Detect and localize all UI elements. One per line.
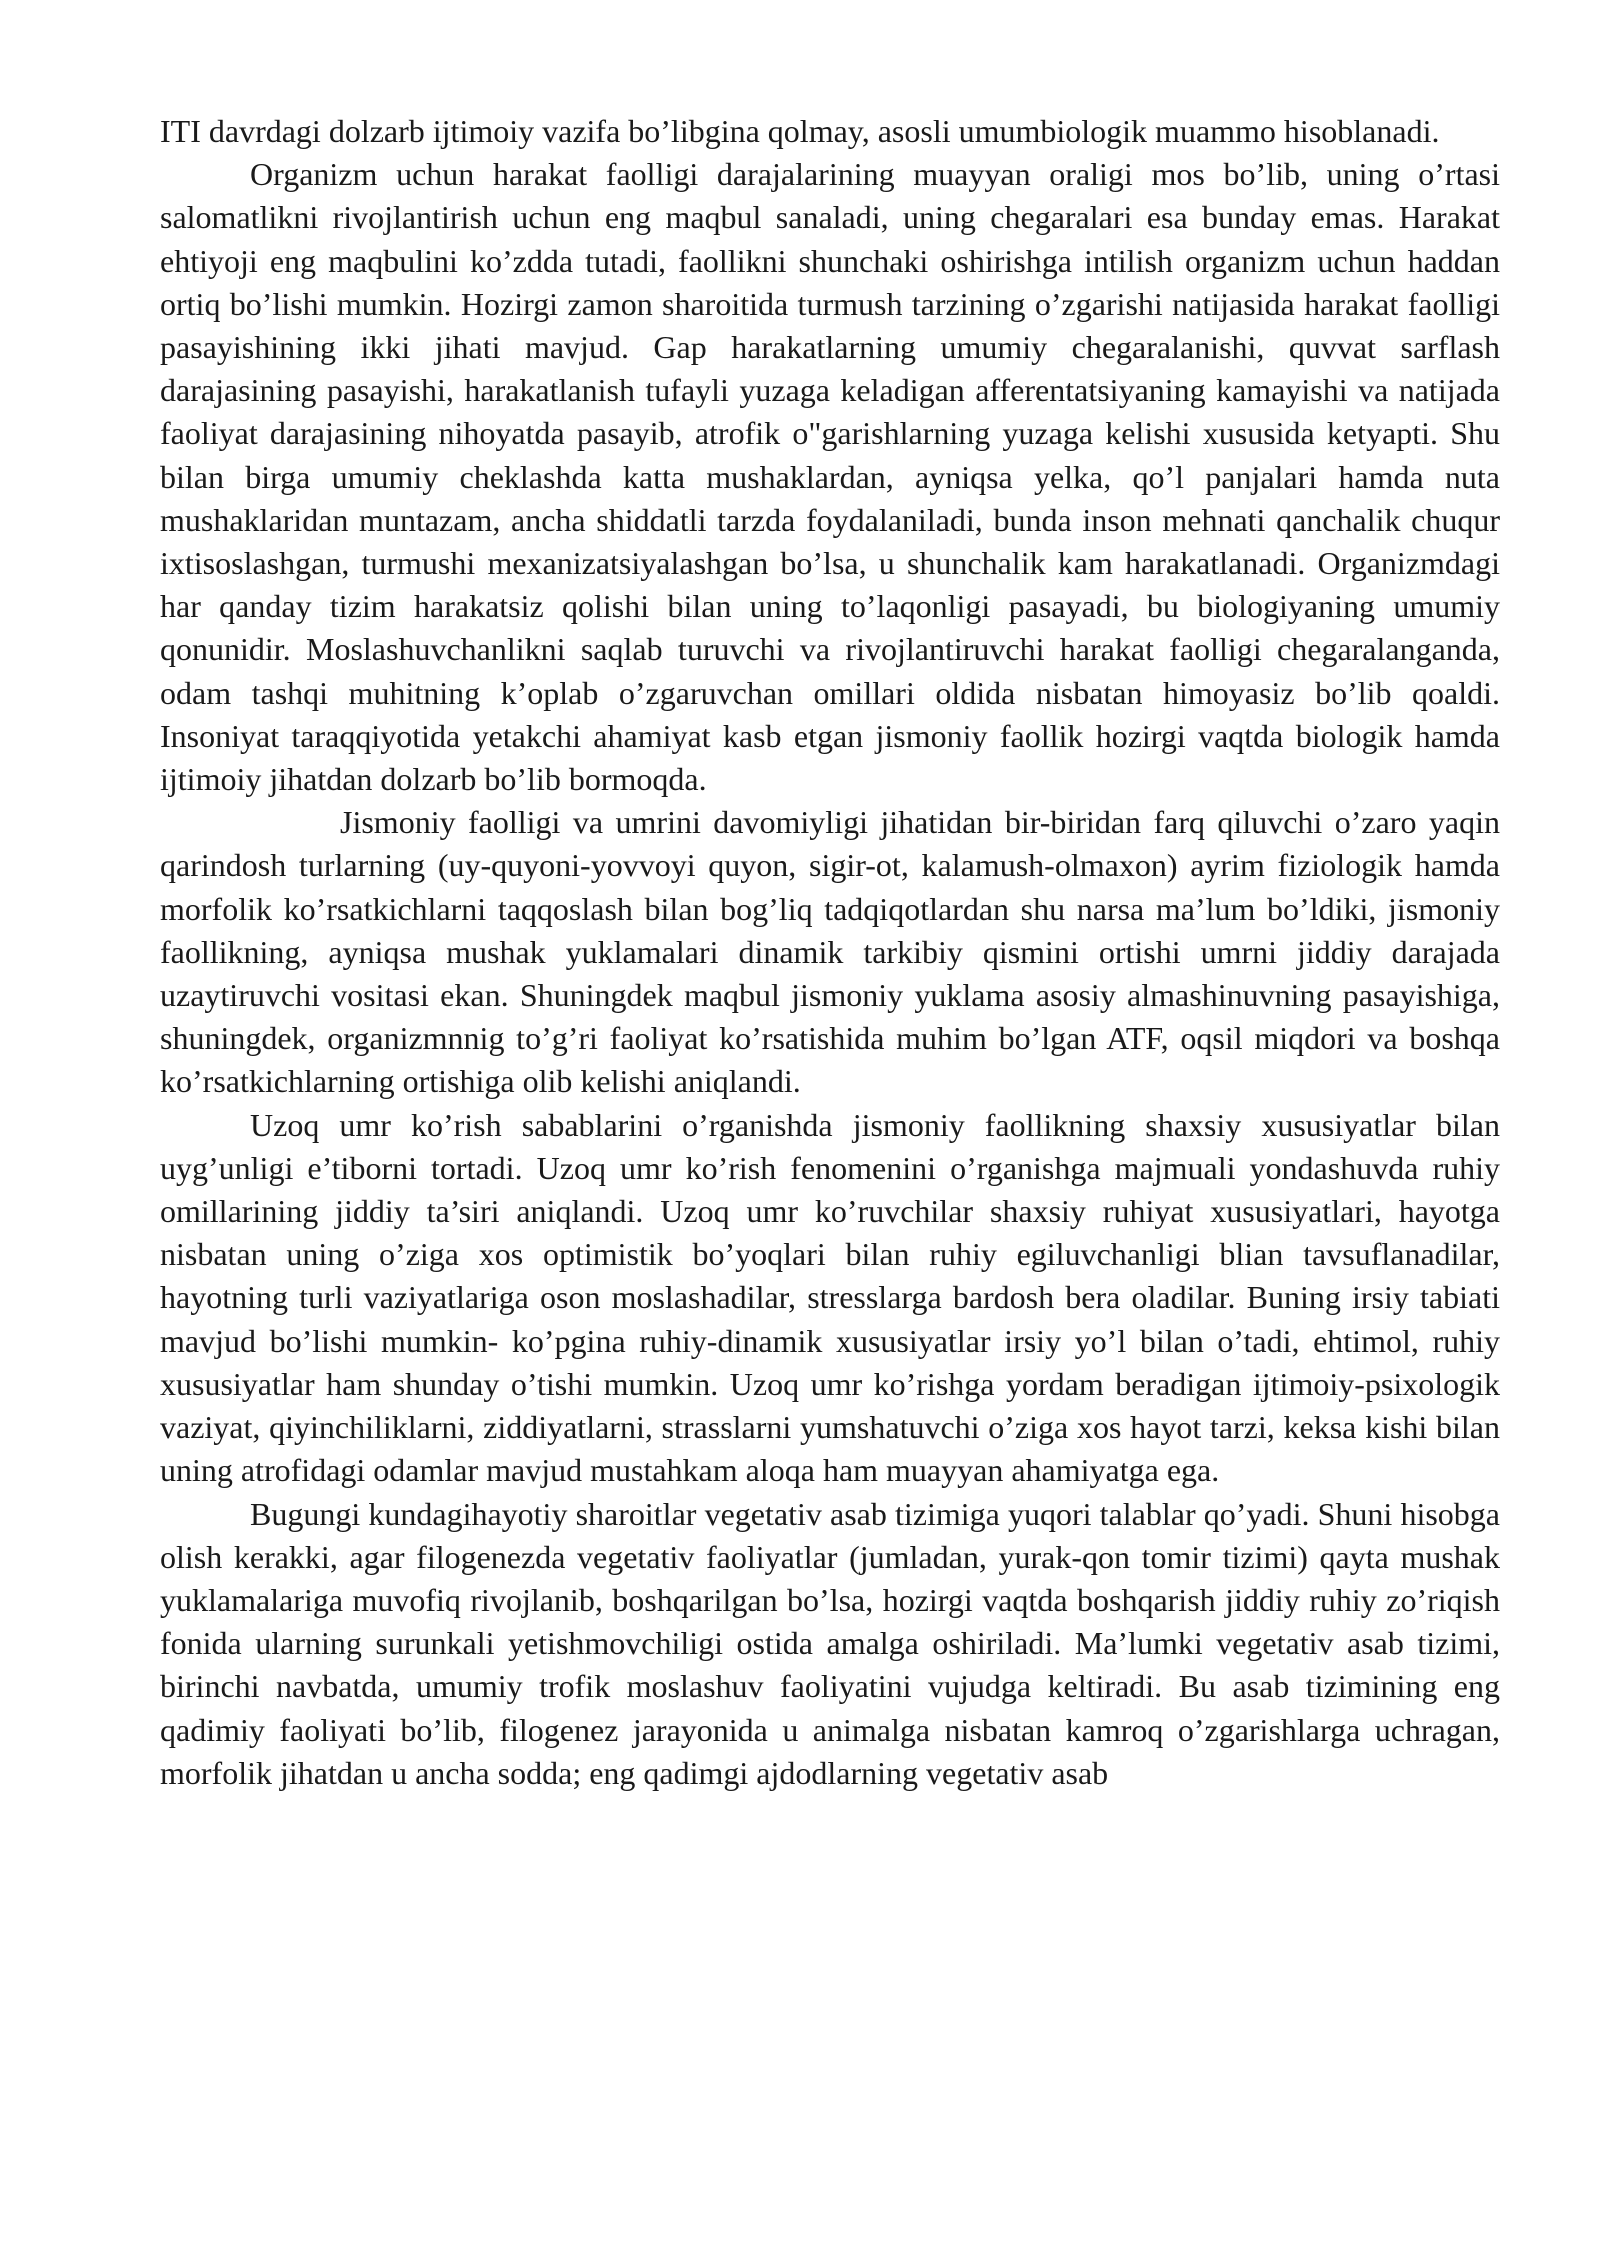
paragraph-5: Bugungi kundagihayotiy sharoitlar vegetativ asab tizimiga yuqori talablar qo’yadi. Shuni hisobga olish kerakki, agar filogenezda vegetativ faoliyatlar (jumladan, yurak-qon tomir tizimi) qayta mushak yuklamalariga muvofiq rivojlanib, boshqarilgan bo’lsa, hozirgi vaqtda boshqarish jiddiy ruhiy zo’riqish fonida ularning surunkali yetishmovchiligi ostida amalga oshiriladi. Ma’lumki vegetativ asab tizimi, birinchi navbatda, umumiy trofik moslashuv faoliyatini vujudga keltiradi. Bu asab tizimining eng qadimiy faoliyati bo’lib, filogenez jarayonida u animalga nisbatan kamroq o’zgarishlarga uchragan, morfolik jihatdan u ancha sodda; eng qadimgi ajdodlarning vegetativ asab xyxy=(160,1495,1500,1791)
paragraph-3: Jismoniy faolligi va umrini davomiyligi jihatidan bir-biridan farq qiluvchi o’zaro yaqin qarindosh turlarning (uy-quyoni-yovvoyi quyon, sigir-ot, kalamush-olmaxon) ayrim fiziologik hamda morfolik ko’rsatkichlarni taqqoslash bilan bog’liq tadqiqotlardan shu narsa ma’lum bo’ldiki, jismoniy faollikning, ayniqsa mushak yuklamalari dinamik tarkibiy qismini ortishi umrni jiddiy darajada uzaytiruvchi vositasi ekan. Shuningdek maqbul jismoniy yuklama asosiy almashinuvning pasayishiga, shuningdek, organizmnnig to’g’ri faoliyat ko’rsatishida muhim bo’lgan ATF, oqsil miqdori va boshqa ko’rsatkichlarning ortishiga olib kelishi aniqlandi. xyxy=(160,804,1500,1100)
paragraph-1: ITI davrdagi dolzarb ijtimoiy vazifa bo’libgina qolmay, asosli umumbiologik muammo hisoblanadi. xyxy=(160,113,1440,149)
paragraph-4: Uzoq umr ko’rish sabablarini o’rganishda jismoniy faollikning shaxsiy xususiyatlar bilan uyg’unligi e’tiborni tortadi. Uzoq umr ko’rish fenomenini o’rganishga majmuali yondashuvda ruhiy omillarining jiddiy ta’siri aniqlandi. Uzoq umr ko’ruvchilar shaxsiy ruhiyat xususiyatlari, hayotga nisbatan uning o’ziga xos optimistik bo’yoqlari bilan ruhiy egiluvchanligi blian tavsuflanadilar, hayotning turli vaziyatlariga oson moslashadilar, stresslarga bardosh bera oladilar. Buning irsiy tabiati mavjud bo’lishi mumkin- ko’pgina ruhiy-dinamik xususiyatlar irsiy yo’l bilan o’tadi, ehtimol, ruhiy xususiyatlar ham shunday o’tishi mumkin. Uzoq umr ko’rishga yordam beradigan ijtimoiy-psixologik vaziyat, qiyinchiliklarni, ziddiyatlarni, strasslarni yumshatuvchi o’ziga xos hayot tarzi, keksa kishi bilan uning atrofidagi odamlar mavjud mustahkam aloqa ham muayyan ahamiyatga ega. xyxy=(160,1106,1500,1489)
document-page xyxy=(160,110,1500,1795)
paragraph-2: Organizm uchun harakat faolligi darajalarining muayyan oraligi mos bo’lib, uning o’rtasi salomatlikni rivojlantirish uchun eng maqbul sanaladi, uning chegaralari esa bunday emas. Harakat ehtiyoji eng maqbulini ko’zdda tutadi, faollikni shunchaki oshirishga intilish organizm uchun haddan ortiq bo’lishi mumkin. Hozirgi zamon sharoitida turmush tarzining o’zgarishi natijasida harakat faolligi pasayishining ikki jihati mavjud. Gap harakatlarning umumiy chegaralanishi, quvvat sarflash darajasining pasayishi, harakatlanish tufayli yuzaga keladigan afferentatsiyaning kamayishi va natijada faoliyat darajasining nihoyatda pasayib, atrofik o"garishlarning yuzaga kelishi xususida ketyapti. Shu bilan birga umumiy cheklashda katta mushaklardan, ayniqsa yelka, qo’l panjalari hamda nuta mushaklaridan muntazam, ancha shiddatli tarzda foydalaniladi, bunda inson mehnati qanchalik chuqur ixtisoslashgan, turmushi mexanizatsiyalashgan bo’lsa, u shunchalik kam harakatlanadi. Organizmdagi har qanday tizim harakatsiz qolishi bilan uning to’laqonligi pasayadi, bu biologiyaning umumiy qonunidir. Moslashuvchanlikni saqlab turuvchi va rivojlantiruvchi harakat faolligi chegaralanganda, odam tashqi muhitning k’oplab o’zgaruvchan omillari oldida nisbatan himoyasiz bo’lib qoaldi. Insoniyat taraqqiyotida yetakchi ahamiyat kasb etgan jismoniy faollik hozirgi vaqtda biologik hamda ijtimoiy jihatdan dolzarb bo’lib bormoqda. xyxy=(160,156,1500,798)
